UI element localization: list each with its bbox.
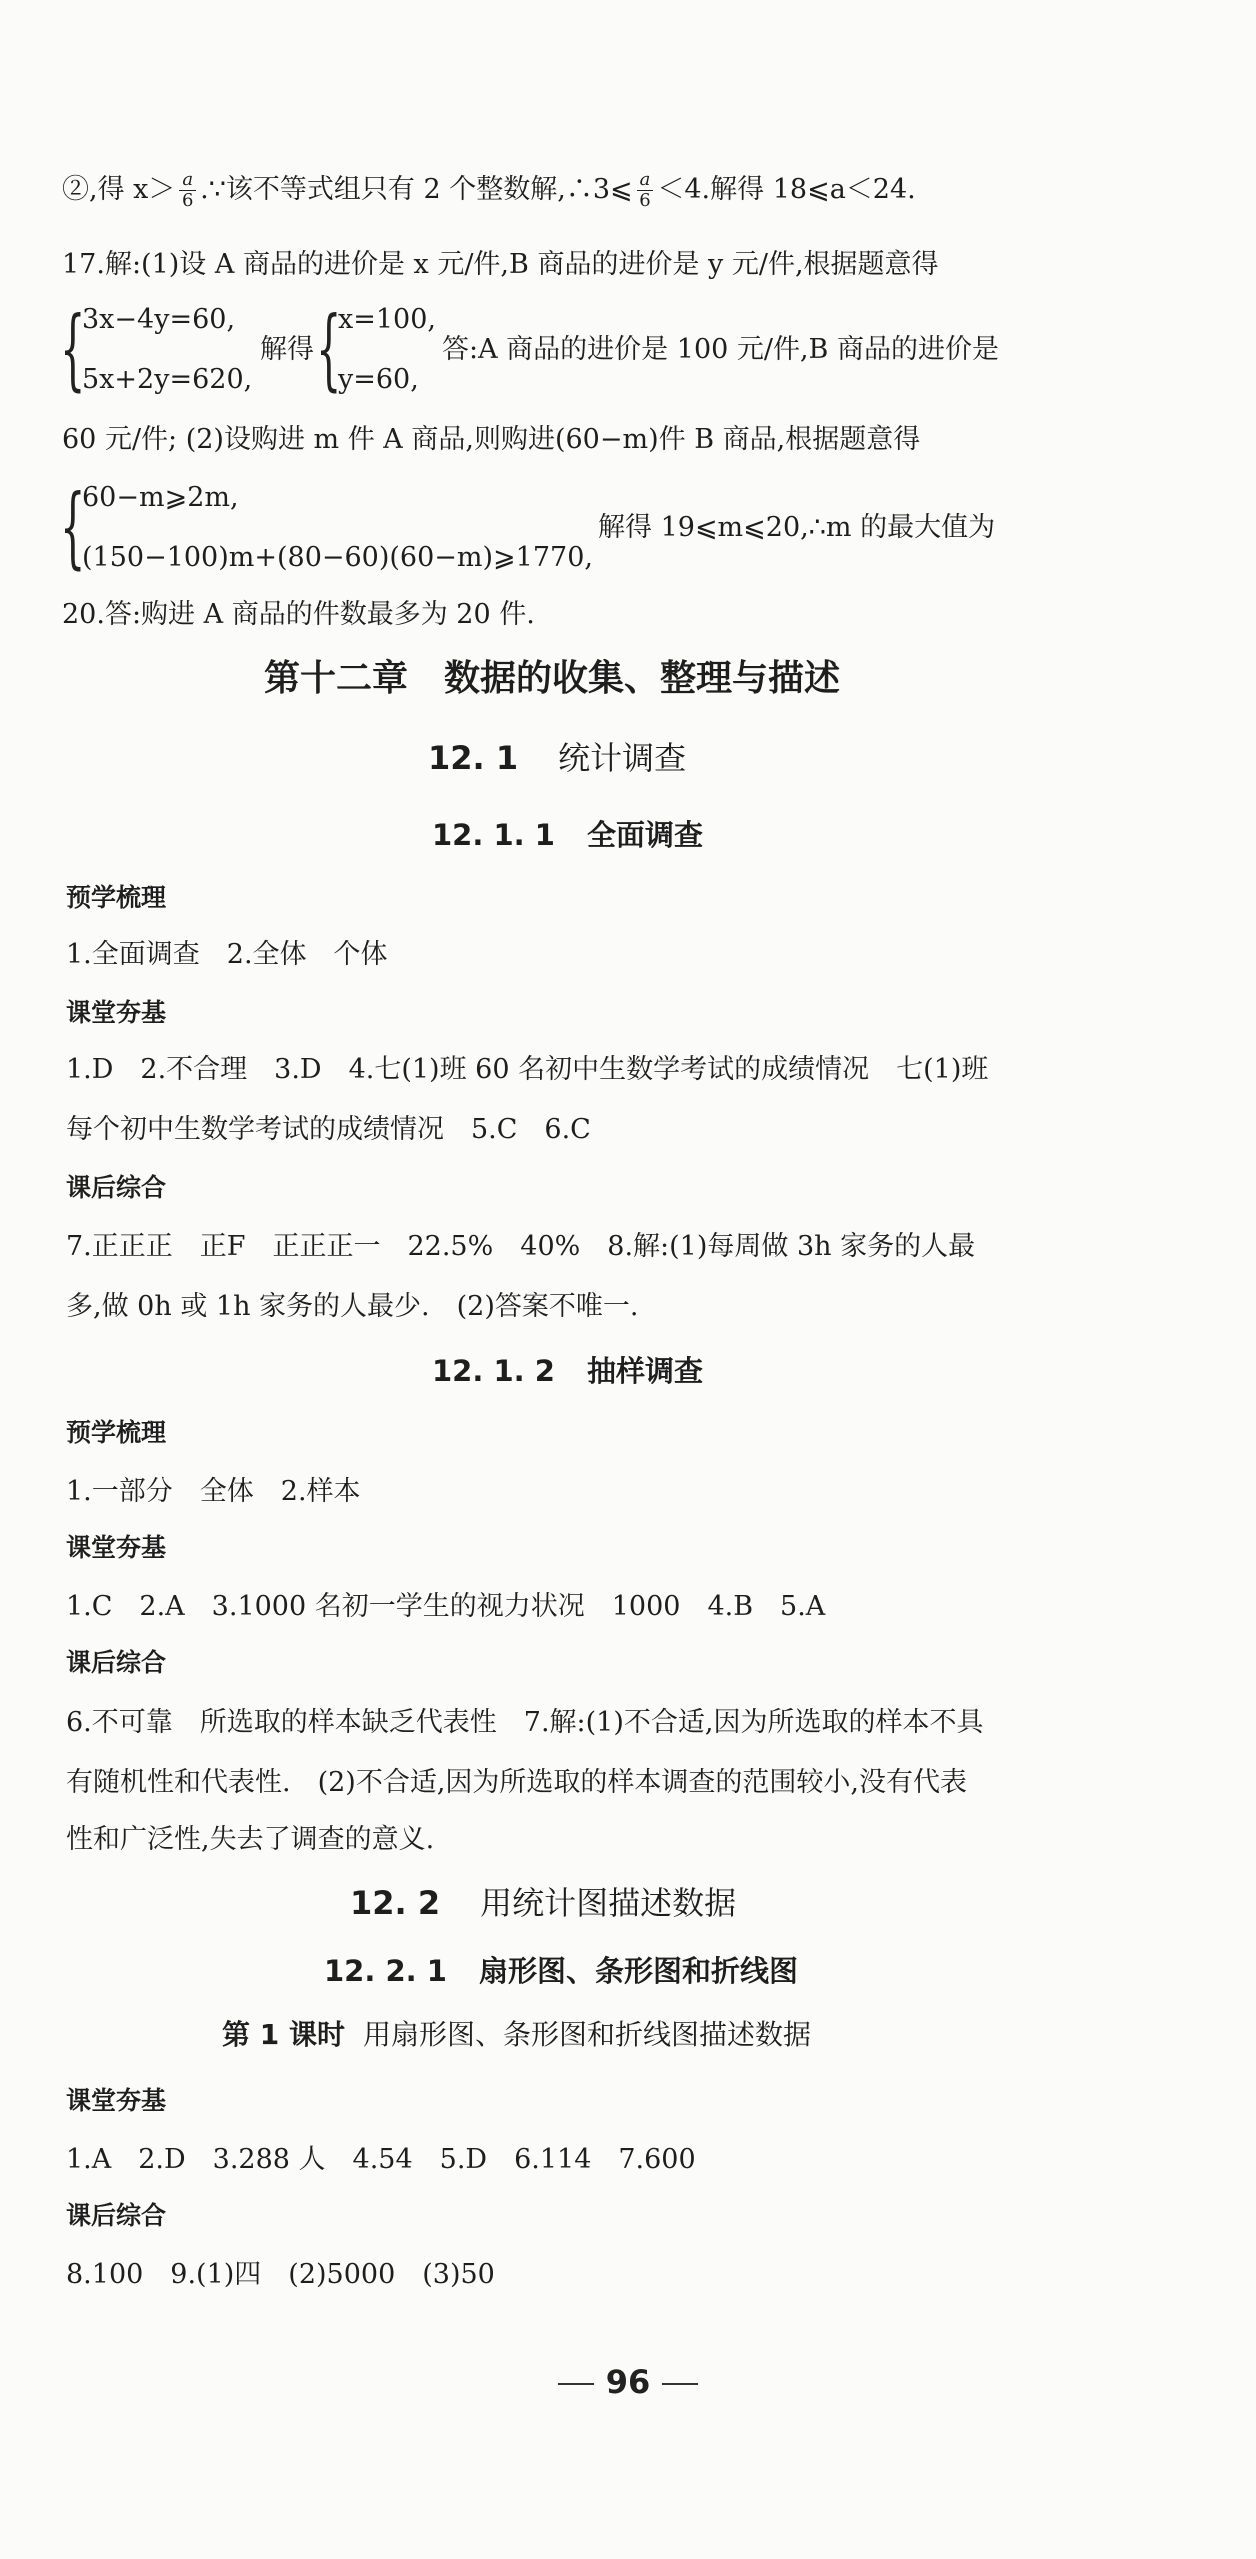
fraction (637, 170, 654, 211)
answer-text: 答:A 商品的进价是 100 元/件,B 商品的进价是 (442, 334, 999, 365)
dash-right (662, 2383, 698, 2385)
answer-line: 多,做 0h 或 1h 家务的人最少. (2)答案不唯一. (66, 1291, 639, 1322)
fraction-numerator: a (179, 170, 196, 191)
label-after-class: 课后综合 (66, 1648, 167, 1677)
lesson-title: 用扇形图、条形图和折线图描述数据 (362, 2018, 811, 2051)
label-after-class: 课后综合 (66, 2201, 167, 2230)
answer-line: 1.全面调查 2.全体 个体 (66, 939, 388, 970)
label-preview: 预学梳理 (66, 1418, 167, 1447)
solution: x=100, (338, 304, 436, 335)
dash-left (558, 2383, 594, 2385)
section-heading (428, 735, 686, 781)
left-brace: { (60, 300, 86, 402)
subsection-number: 12. 1. 2 (432, 1354, 555, 1388)
section-title: 统计调查 (558, 739, 687, 777)
answer-line: 6.不可靠 所选取的样本缺乏代表性 7.解:(1)不合适,因为所选取的样本不具 (66, 1707, 984, 1738)
answer-line: 20.答:购进 A 商品的件数最多为 20 件. (62, 599, 535, 630)
label-after-class: 课后综合 (66, 1173, 167, 1202)
solve-label: 解得 (260, 334, 314, 365)
answer-line: 60 元/件; (2)设购进 m 件 A 商品,则购进(60−m)件 B 商品,根据题意得 (62, 424, 921, 455)
chapter-title: 第十二章 数据的收集、整理与描述 (264, 658, 841, 699)
inequality: (150−100)m+(80−60)(60−m)⩾1770, (82, 542, 593, 573)
label-classwork: 课堂夯基 (66, 2086, 167, 2115)
answer-line: 1.一部分 全体 2.样本 (66, 1476, 361, 1507)
label-classwork: 课堂夯基 (66, 1533, 167, 1562)
answer-text: 解得 19⩽m⩽20,∴m 的最大值为 (598, 512, 996, 543)
answer-line-16-cont (62, 170, 916, 211)
subsection-number: 12. 1. 1 (432, 818, 555, 852)
answer-line: 1.C 2.A 3.1000 名初一学生的视力状况 1000 4.B 5.A (66, 1591, 826, 1622)
subsection-title: 扇形图、条形图和折线图 (478, 1954, 798, 1988)
answer-line: 1.D 2.不合理 3.D 4.七(1)班 60 名初中生数学考试的成绩情况 七(1)班 (66, 1054, 989, 1085)
equation: 3x−4y=60, (82, 304, 236, 335)
answer-line: 8.100 9.(1)四 (2)5000 (3)50 (66, 2259, 495, 2290)
subsection-heading (432, 814, 703, 856)
section-title: 用统计图描述数据 (480, 1884, 737, 1922)
answer-line: 1.A 2.D 3.288 人 4.54 5.D 6.114 7.600 (66, 2144, 696, 2175)
section-heading (350, 1880, 736, 1926)
label-classwork: 课堂夯基 (66, 998, 167, 1027)
section-number: 12. 2 (350, 1884, 441, 1922)
solution: y=60, (338, 364, 419, 395)
page-number (0, 2360, 1256, 2404)
subsection-heading (324, 1950, 798, 1992)
answer-line-17-intro: 17.解:(1)设 A 商品的进价是 x 元/件,B 商品的进价是 y 元/件,根据题意得 (62, 249, 939, 280)
lesson-number: 第 1 课时 (222, 2018, 345, 2051)
fraction-numerator: a (637, 170, 654, 191)
label-preview: 预学梳理 (66, 883, 167, 912)
subsection-title: 全面调查 (586, 818, 703, 852)
text-segment: .∵该不等式组只有 2 个整数解,∴3⩽ (200, 174, 633, 205)
inequality: 60−m⩾2m, (82, 482, 239, 513)
left-brace: { (316, 300, 342, 402)
fraction-denominator: 6 (182, 190, 194, 211)
page-number-text: 96 (605, 2363, 651, 2401)
subsection-heading (432, 1350, 703, 1392)
text-segment: ＜4.解得 18⩽a＜24. (657, 174, 916, 205)
answer-line: 有随机性和代表性. (2)不合适,因为所选取的样本调查的范围较小,没有代表 (66, 1767, 967, 1798)
subsection-number: 12. 2. 1 (324, 1954, 447, 1988)
lesson-heading (222, 2015, 811, 2055)
equation: 5x+2y=620, (82, 364, 253, 395)
text-segment: ②,得 x＞ (62, 174, 176, 205)
section-number: 12. 1 (428, 739, 519, 777)
left-brace: { (60, 478, 86, 580)
fraction-denominator: 6 (639, 190, 651, 211)
answer-line: 性和广泛性,失去了调查的意义. (66, 1824, 435, 1855)
subsection-title: 抽样调查 (586, 1354, 703, 1388)
fraction (179, 170, 196, 211)
answer-line: 每个初中生数学考试的成绩情况 5.C 6.C (66, 1114, 591, 1145)
answer-line: 7.正正正 正F 正正正一 22.5% 40% 8.解:(1)每周做 3h 家务的人最 (66, 1231, 976, 1262)
